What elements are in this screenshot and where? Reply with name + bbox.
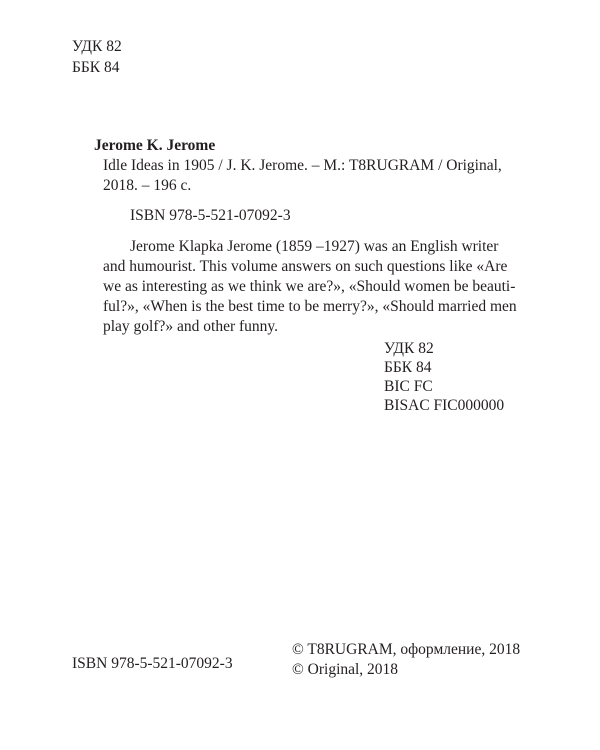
bbk-code: ББК 84 xyxy=(384,359,432,376)
annotation-line: play golf?» and other funny. xyxy=(103,318,279,335)
author-name: Jerome K. Jerome xyxy=(94,137,216,154)
right-classification-codes xyxy=(384,339,504,415)
udk-code: УДК 82 xyxy=(72,38,122,55)
annotation-line: we as interesting as we think we are?», «Should women be beauti- xyxy=(103,278,516,295)
annotation-line: Jerome Klapka Jerome (1859 –1927) was an English writer xyxy=(130,238,499,255)
annotation-line: ful?», «When is the best time to be merry?», «Should married men xyxy=(103,298,517,315)
copyright-line: © Original, 2018 xyxy=(292,661,399,678)
isbn-text: ISBN 978-5-521-07092-3 xyxy=(130,207,291,224)
annotation-line: and humourist. This volume answers on such questions like «Are xyxy=(103,258,508,275)
copyright-line: © T8RUGRAM, оформление, 2018 xyxy=(292,641,521,658)
udk-code: УДК 82 xyxy=(384,340,434,357)
bbk-code: ББК 84 xyxy=(72,59,120,76)
catalog-line: Idle Ideas in 1905 / J. K. Jerome. – M.: T8RUGRAM / Original, xyxy=(103,157,502,174)
catalog-entry xyxy=(94,136,502,196)
bisac-code: BISAC FIC000000 xyxy=(384,397,505,414)
annotation xyxy=(103,237,517,337)
catalog-line: 2018. – 196 с. xyxy=(103,177,192,194)
isbn-entry xyxy=(130,206,291,226)
copyright-notices xyxy=(292,640,520,680)
top-classification-codes xyxy=(72,36,122,78)
bottom-isbn xyxy=(72,654,233,674)
isbn-text: ISBN 978-5-521-07092-3 xyxy=(72,655,233,672)
bic-code: BIC FC xyxy=(384,378,433,395)
